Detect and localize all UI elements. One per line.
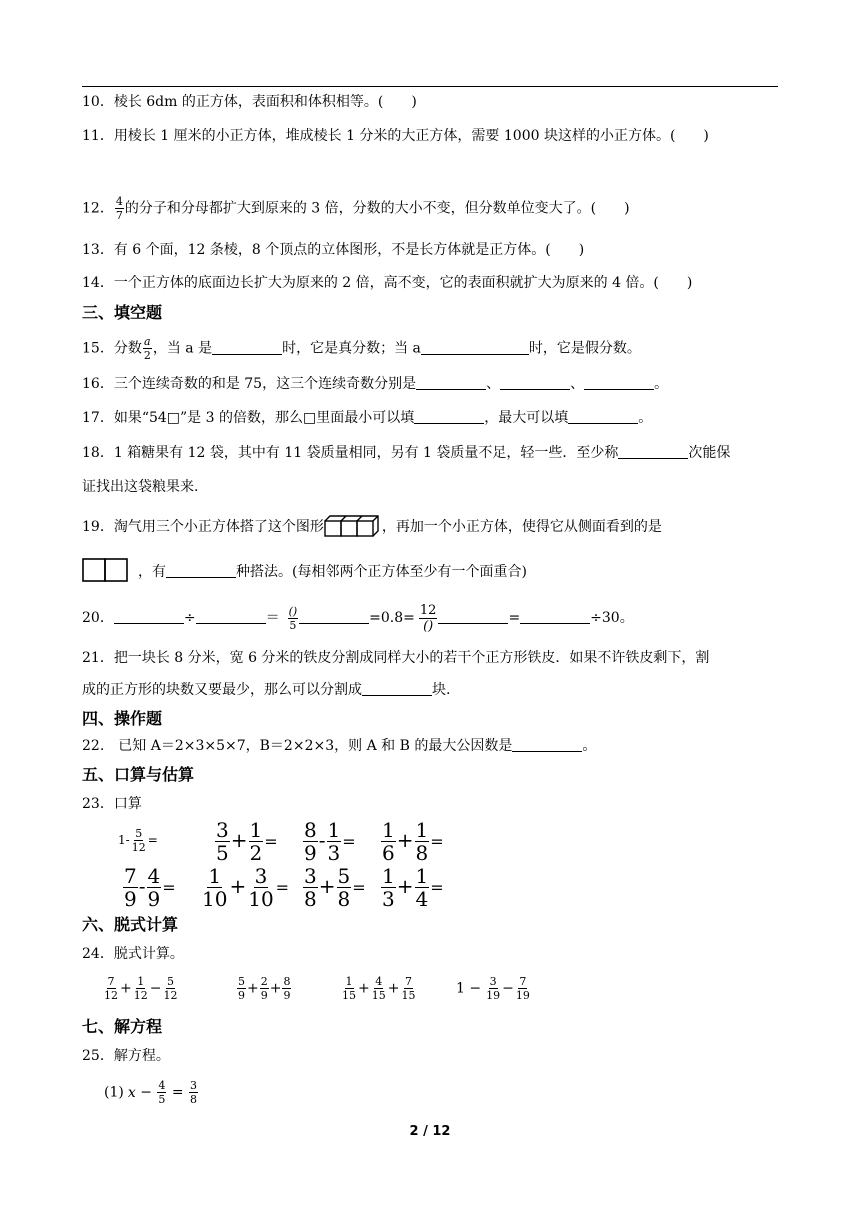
blank[interactable] (421, 339, 529, 355)
blank[interactable] (584, 374, 654, 390)
section-title-4: 四、操作题 (82, 709, 163, 728)
question-15: 15．分数 $\frac{a}{2}$ ，当 a 是 时，它是真分数；当 a 时，它是假分数。 (82, 335, 641, 362)
blank[interactable] (299, 608, 369, 624)
q15-fraction: $\frac{a}{2}$ (143, 335, 151, 362)
blank[interactable] (114, 608, 184, 624)
oral-expr-4: $\frac{1}{6}$ + $\frac{1}{8}$ = (382, 818, 444, 865)
calc-expr-1: $\frac{7}{12}$ + $\frac{1}{12}$ − $\frac{5}{12}$ (104, 975, 178, 1002)
question-20: 20． ÷ ＝ $\frac{()}{5}$ =0.8= $\frac{12}{()}$ = ÷30。 (82, 602, 634, 634)
q12-text: 的分子和分母都扩大到原来的 3 倍，分数的大小不变，但分数单位变大了。( ) (124, 200, 630, 217)
section-title-5: 五、口算与估算 (82, 765, 195, 784)
question-17: 17．如果“54□”是 3 的倍数，那么□里面最小可以填 ，最大可以填 。 (82, 410, 653, 426)
header-rule (82, 86, 778, 87)
question-18-line1: 18．1 箱糖果有 12 袋，其中有 11 袋质量相同，另有 1 袋质量不足，轻一些．至少称 次能保 (82, 445, 731, 461)
question-19-line1: 19．淘气用三个小正方体搭了这个图形 ，再加一个小正方体，使得它从侧面看到的是 (82, 515, 662, 537)
oral-expr-5: $\frac{7}{9}$ - $\frac{4}{9}$ = (124, 864, 176, 911)
q12-number: 12． (82, 200, 114, 217)
question-25: 25．解方程。 (82, 1048, 170, 1064)
side-view-figure (82, 558, 130, 582)
question-10: 10．棱长 6dm 的正方体，表面积和体积相等。( ) (82, 94, 417, 110)
blank[interactable] (618, 443, 688, 459)
equation-1: (1) x − $\frac{4}{5}$ = $\frac{3}{8}$ (104, 1079, 198, 1106)
question-21-line1: 21．把一块长 8 分米，宽 6 分米的铁皮分割成同样大小的若干个正方形铁皮．如果不许铁皮剩下，割 (82, 650, 710, 666)
question-18-line2: 证找出这袋粮果来. (82, 479, 199, 495)
blank[interactable] (362, 680, 432, 696)
question-21-line2: 成的正方形的块数又要最少，那么可以分割成 块. (82, 682, 451, 698)
question-11: 11．用棱长 1 厘米的小正方体，堆成棱长 1 分米的大正方体，需要 1000 块这样的小正方体。( ) (82, 128, 709, 144)
question-16: 16．三个连续奇数的和是 75，这三个连续奇数分别是 、 、 。 (82, 376, 669, 392)
blank[interactable] (416, 374, 486, 390)
question-24: 24．脱式计算。 (82, 946, 184, 962)
oral-expr-1: 1- $\frac{5}{12}$ = (118, 827, 158, 854)
oral-expr-8: $\frac{1}{3}$ + $\frac{1}{4}$ = (382, 864, 444, 911)
blank[interactable] (568, 408, 638, 424)
question-22: 22. 已知 A＝2×3×5×7，B＝2×2×3，则 A 和 B 的最大公因数是 。 (82, 738, 597, 754)
blank[interactable] (212, 339, 282, 355)
page-number: 2 / 12 (409, 1124, 451, 1139)
calc-expr-3: $\frac{1}{15}$ + $\frac{4}{15}$ + $\frac{7}{15}$ (342, 975, 416, 1002)
blank[interactable] (520, 608, 590, 624)
blank[interactable] (196, 608, 266, 624)
question-23: 23．口算 (82, 796, 142, 812)
section-title-7: 七、解方程 (82, 1017, 163, 1036)
q20-fraction-1: $\frac{()}{5}$ (288, 604, 298, 632)
q12-fraction: $\frac{4}{7}$ (115, 195, 123, 222)
calc-expr-2: $\frac{5}{9}$ + $\frac{2}{9}$ + $\frac{8}{9}$ (238, 975, 291, 1002)
blank[interactable] (512, 736, 582, 752)
oral-expr-6: $\frac{1}{10}$ + $\frac{3}{10}$ = (202, 864, 290, 911)
q20-fraction-2: $\frac{12}{()}$ (419, 602, 437, 634)
calc-expr-4: 1 − $\frac{3}{19}$ − $\frac{7}{19}$ (456, 975, 530, 1002)
question-13: 13．有 6 个面，12 条棱，8 个顶点的立体图形，不是长方体就是正方体。( ) (82, 242, 585, 258)
oral-expr-7: $\frac{3}{8}$ + $\frac{5}{8}$ = (304, 864, 366, 911)
oral-expr-3: $\frac{8}{9}$ - $\frac{1}{3}$ = (304, 818, 356, 865)
oral-expr-2: $\frac{3}{5}$ + $\frac{1}{2}$ = (216, 818, 278, 865)
section-title-6: 六、脱式计算 (82, 915, 179, 934)
blank[interactable] (500, 374, 570, 390)
question-19-line2: ，有 种搭法。(每相邻两个正方体至少有一个面重合) (82, 558, 527, 582)
blank[interactable] (166, 562, 236, 578)
section-title-3: 三、填空题 (82, 303, 163, 322)
question-14: 14．一个正方体的底面边长扩大为原来的 2 倍，高不变，它的表面积就扩大为原来的 4 倍。( ) (82, 275, 693, 291)
blank[interactable] (414, 408, 484, 424)
blank[interactable] (438, 608, 508, 624)
three-cubes-figure (324, 515, 382, 537)
question-12 (82, 196, 630, 221)
